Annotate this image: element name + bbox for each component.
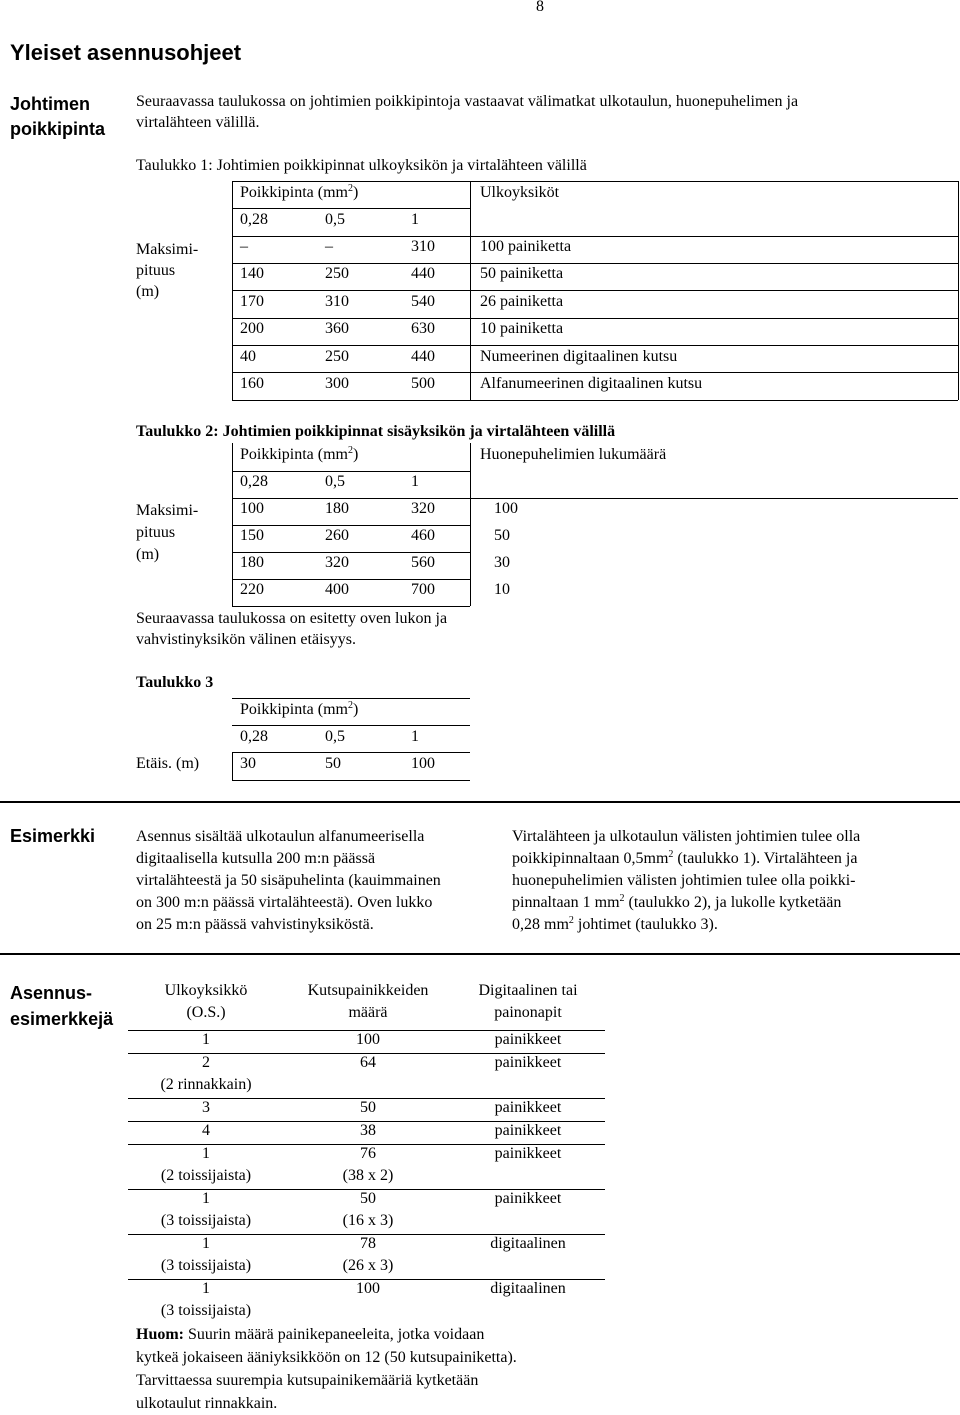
table-1-cell: 500 — [411, 375, 435, 392]
install-count: 38 — [360, 1122, 376, 1139]
install-type: painikkeet — [494, 1031, 562, 1048]
table-2-cell: 220 — [240, 581, 264, 598]
install-unit: 1 — [202, 1235, 210, 1252]
table-1-cell: 310 — [325, 292, 349, 310]
install-unit: 1 — [202, 1190, 210, 1207]
install-unit-note: (3 toissijaista) — [160, 1302, 252, 1319]
install-type: painikkeet — [494, 1099, 562, 1116]
install-count-note: (38 x 2) — [342, 1167, 394, 1184]
table-1-size-3: 1 — [411, 211, 419, 228]
table-2-cell: 100 — [494, 500, 518, 517]
install-unit: 2 — [202, 1054, 210, 1071]
table-2-cell: 460 — [411, 527, 435, 544]
table-1-cell: 250 — [325, 347, 349, 365]
install-count: 64 — [360, 1054, 376, 1071]
install-type: painikkeet — [494, 1190, 562, 1207]
table-1-unit-type: Alfanumeerinen digitaalinen kutsu — [480, 375, 703, 392]
table-1-row-label: Maksimi- pituus (m) — [136, 241, 199, 300]
example-right-text: Virtalähteen ja ulkotaulun välisten johtimien tulee olla poikkipinnaltaan $0,5mm^2$ (taulukko 1). Virtalähteen ja huonepuhelimien välisten johtimien tulee olla poikki- pinnaltaan 1 $mm^2$ (taulukko 2), ja lukolle kytketään 0,28 $mm^2$ johtimet (taulukko 3). — [512, 828, 861, 933]
table-1-size-1: 0,28 — [240, 211, 268, 228]
table-2-cell: 10 — [494, 581, 510, 598]
install-count: 100 — [356, 1280, 380, 1297]
table-1-cell: 300 — [325, 375, 349, 392]
install-count-note: (26 x 3) — [342, 1257, 394, 1274]
install-label: Asennus- esimerkkejä — [10, 983, 114, 1029]
install-count: 50 — [360, 1099, 376, 1116]
table-2-cell: 150 — [240, 527, 264, 544]
page-number: 8 — [536, 0, 544, 15]
install-unit: 1 — [202, 1031, 210, 1048]
table-2-cell: 560 — [411, 554, 435, 571]
table-1-cell: – — [240, 238, 248, 255]
install-unit: 4 — [202, 1122, 210, 1139]
table-1-cell: 160 — [240, 375, 264, 392]
install-type: digitaalinen — [490, 1280, 566, 1297]
table-3-caption: Taulukko 3 — [136, 674, 214, 691]
table-1-unit-type: 10 painiketta — [480, 320, 564, 338]
table-1-cell: 440 — [411, 265, 435, 283]
install-unit: 1 — [202, 1280, 210, 1297]
table-1-unit-type: 26 painiketta — [480, 292, 564, 310]
table-1-head-ulkoyksikot: Ulkoyksiköt — [480, 184, 560, 201]
section-intro: Seuraavassa taulukossa on johtimien poikkipintoja vastaavat välimatkat ulkotaulun, huonepuhelimen ja virtalähteen välillä. — [136, 93, 799, 131]
lock-distance-intro: Seuraavassa taulukossa on esitetty oven lukon ja vahvistinyksikön välinen etäisyys. — [136, 610, 448, 648]
table-2-cell: 400 — [325, 581, 349, 598]
table-2-size-2: 0,5 — [325, 473, 345, 490]
table-3-value-1: 30 — [240, 755, 256, 772]
install-count: 50 — [360, 1190, 376, 1207]
table-2-size-1: 0,28 — [240, 473, 268, 490]
example-left-text: Asennus sisältää ulkotaulun alfanumeerisella digitaalisella kutsulla 200 m:n päässä virtalähteestä ja 50 sisäpuhelinta (kauimmainen on 300 m:n päässä virtalähteestä). Oven lukko on 25 m:n päässä vahvistinyksiköstä. — [136, 828, 441, 933]
table-1-cell: 540 — [411, 292, 435, 310]
table-1-cell: 250 — [325, 265, 349, 283]
table-3-value-3: 100 — [411, 755, 435, 772]
install-type: painikkeet — [494, 1054, 562, 1071]
table-2-cell: 180 — [240, 554, 264, 571]
install-count-note: (16 x 3) — [342, 1212, 394, 1229]
install-count: 100 — [356, 1031, 380, 1048]
table-2-cell: 320 — [325, 554, 349, 571]
table-3-size-1: 0,28 — [240, 728, 268, 745]
table-1-cell: – — [325, 238, 333, 255]
table-3-size-3: 1 — [411, 728, 419, 745]
install-unit: 3 — [202, 1099, 210, 1116]
install-type: painikkeet — [494, 1122, 562, 1139]
install-unit-note: (3 toissijaista) — [160, 1212, 252, 1229]
table-2-cell: 100 — [240, 500, 264, 517]
table-2-row-label: Maksimi- pituus (m) — [136, 502, 199, 563]
install-count: 78 — [360, 1235, 376, 1252]
install-unit: 1 — [202, 1145, 210, 1162]
table-1-cell: 440 — [411, 347, 435, 365]
table-2-caption: Taulukko 2: Johtimien poikkipinnat sisäyksikön ja virtalähteen välillä — [136, 423, 616, 440]
table-2-cell: 30 — [494, 554, 510, 571]
table-1-caption: Taulukko 1: Johtimien poikkipinnat ulkoyksikön ja virtalähteen välillä — [136, 157, 587, 174]
install-type: digitaalinen — [490, 1235, 566, 1252]
table-1-unit-type: 50 painiketta — [480, 265, 564, 283]
table-1-cell: 200 — [240, 320, 264, 338]
table-2-size-3: 1 — [411, 473, 419, 490]
example-label: Esimerkki — [10, 826, 96, 846]
table-2-cell: 260 — [325, 527, 349, 544]
table-1-unit-type: Numeerinen digitaalinen kutsu — [480, 347, 678, 365]
table-2-head-poikkipinta: Poikkipinta $(mm^2)$ — [240, 445, 359, 463]
install-head-type: Digitaalinen tai painonapit — [478, 982, 578, 1021]
table-3-size-2: 0,5 — [325, 728, 345, 745]
section-label-johtimen: Johtimen poikkipinta — [10, 94, 106, 139]
table-1-cell: 630 — [411, 320, 435, 338]
table-1-cell: 310 — [411, 238, 435, 255]
table-2-cell: 700 — [411, 581, 435, 598]
install-head-unit: Ulkoyksikkö (O.S.) — [164, 982, 248, 1021]
table-1-head-poikkipinta: Poikkipinta $(mm^2)$ — [240, 183, 359, 201]
install-unit-note: (2 rinnakkain) — [160, 1076, 252, 1093]
install-head-count: Kutsupainikkeiden määrä — [307, 982, 429, 1021]
install-unit-note: (3 toissijaista) — [160, 1257, 252, 1274]
table-2-cell: 180 — [325, 500, 349, 517]
install-note: Huom: Suurin määrä painikepaneeleita, jotka voidaan kytkeä jokaiseen ääniyksikköön on 12 (50 kutsupainiketta). Tarvittaessa suurempia kutsupainikemääriä kytketään ulkotaulut rinnakkain. — [136, 1326, 517, 1412]
table-1-cell: 40 — [240, 347, 256, 365]
table-3-head-poikkipinta: Poikkipinta $(mm^2)$ — [240, 700, 359, 718]
table-3-row-label: Etäis. (m) — [136, 755, 200, 772]
table-1-cell: 140 — [240, 265, 264, 283]
table-2-cell: 50 — [494, 527, 510, 544]
table-1-size-2: 0,5 — [325, 211, 345, 228]
install-count: 76 — [360, 1145, 376, 1162]
table-2-cell: 320 — [411, 500, 435, 517]
install-type: painikkeet — [494, 1145, 562, 1162]
table-3-value-2: 50 — [325, 755, 341, 772]
table-1-cell: 170 — [240, 292, 264, 310]
table-1-unit-type: 100 painiketta — [480, 238, 572, 255]
divider — [0, 953, 960, 955]
install-unit-note: (2 toissijaista) — [160, 1167, 252, 1184]
divider — [0, 801, 960, 803]
page-title: Yleiset asennusohjeet — [10, 40, 242, 65]
table-1-cell: 360 — [325, 320, 349, 338]
table-2-head-huonepuhelimet: Huonepuhelimien lukumäärä — [480, 446, 667, 463]
